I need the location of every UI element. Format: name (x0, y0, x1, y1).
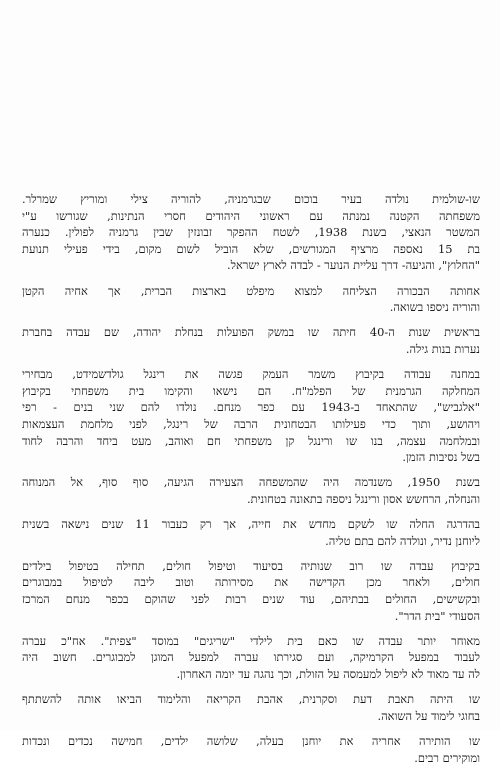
text-line: מאוחר יותר עבדה שו כאם בית לילדי "שריגים" במוסד "צפית". אח"כ עברה (22, 633, 480, 648)
text-line: הסעודי "בית הדר". (394, 608, 480, 623)
text-line: בת 15 נאספה מרציף המגורשים, שלא הוביל לשום מקום, בידי פעילי תנועת (22, 241, 480, 256)
text-line: ליוחנן נדיר, ונולדה להם בתם טליה. (325, 533, 480, 548)
paragraph (22, 733, 480, 766)
text-line: נערות בנות גילה. (405, 341, 480, 356)
text-line: המחלקה הגרמנית של הפלמ"ח. הם נישאו והקימו בית משפחתי בקיבוץ (22, 383, 480, 398)
text-line: במחנה עבודה בקיבוץ משמר העמק פגשה את רינגל גולדשמידט, מבחירי (22, 367, 480, 382)
text-line: אחותה הבכורה הצליחה למצוא מיפלט בארצות הברית, אך אחיה הקטן (22, 283, 480, 298)
text-line: שו-שולמית נולדה בעיר בוכום שבגרמניה, להוריה צילי ומוריץ שמרלר. (22, 192, 480, 206)
paragraph (22, 324, 480, 357)
paragraph (22, 191, 480, 274)
text-line: לה עד מאוד לא ליפול למעמסה על הזולת, וכך נהגה עד יומה האחרון. (176, 667, 480, 681)
text-line: בחוגי לימוד על השואה. (377, 708, 480, 723)
text-line: והנחלה, הרחשש אסון ורינגל ניספה בתאונה בטחונית. (247, 491, 480, 506)
text-line: שו היתה תאבת דעת וסקרנית, אהבת הקריאה והלימוד הביאו אותה להשתתף (22, 692, 480, 707)
text-line: שו הותירה אחריה את יוחנן בעלה, שלושה ילדים, חמישה נכדים ונכדות (22, 733, 480, 748)
text-line: חולים, ולאחר מכן הקדישה את מסירותה וטוב ליבה לטיפול במבוגרים (22, 575, 480, 590)
text-line: בהדרגה החלה שו לשקם מחדש את חייה, אך רק כעבור 11 שנים נישאה בשנית (22, 517, 480, 532)
text-line: ובקשישים, החולים בבתיהם, עוד שנים רבות לפני שהוקם בכפר מנחם המרכז (22, 592, 480, 607)
text-line: בשל נסיבות הזמן. (402, 450, 480, 465)
paragraph (22, 558, 480, 624)
text-line: משפחתה הקטנה נמנתה עם ראשוני היהודים חסרי הנתינות, שגורשו ע"י (22, 208, 480, 223)
text-line: "החלוץ", והגיעה- דרך עליית הנוער - לבדה לארץ ישראל. (227, 258, 480, 273)
text-line: ויהושע, ותוך כדי פעילותו הבטחונית הרבה של רינגל, לפני מלחמת העצמאות (22, 416, 480, 431)
paragraph (22, 366, 480, 466)
paragraph (22, 516, 480, 549)
text-line: והוריה ניספו בשואה. (389, 300, 480, 315)
paragraph (22, 283, 480, 316)
paragraph (22, 474, 480, 507)
memorial-text (22, 191, 480, 775)
text-line: המשטר הנאצי, בשנת 1938, לשטח ההפקר זבונזין שבין גרמניה לפולין. כנערה (22, 225, 480, 240)
text-line: "אלגביש", שהתאחד ב-1943 עם כפר מנחם. נולדו להם שני בנים - רפי (22, 400, 480, 415)
text-line: בראשית שנות ה-40 חיתה שו במשק הפועלות בנחלת יהודה, שם עבדה בחברת (22, 325, 480, 340)
text-line: ומוקירים רבים. (414, 750, 480, 765)
paragraph (22, 633, 480, 683)
paragraph (22, 691, 480, 724)
text-line: לעבוד במפעל הקרמיקה, ועם סגירתו עברה למפעל המוגן למבוגרים. חשוב היה (22, 650, 480, 665)
text-line: בשנת 1950, משנדמה היה שהמשפחה הצעירה הגיעה, סוף סוף, אל המנוחה (22, 475, 480, 490)
text-line: ובמלחמה עצמה, בנו שו ורינגל קן משפחתי חם ואוהב, מעט ביחד והרבה לחוד (22, 433, 480, 448)
text-line: בקיבוץ עבדה שו רוב שנותיה בסיעוד וטיפול חולים, תחילה בטיפול בילדים (22, 558, 480, 573)
